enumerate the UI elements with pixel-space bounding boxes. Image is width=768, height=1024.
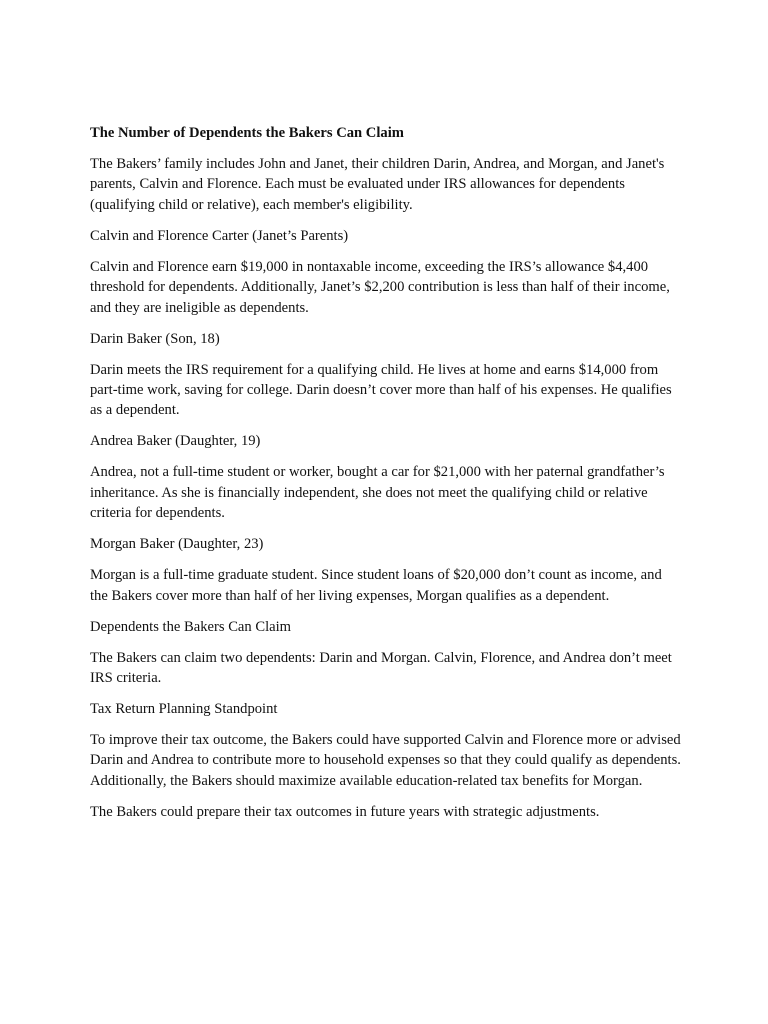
section-heading-dependents: Dependents the Bakers Can Claim — [90, 618, 292, 635]
closing-paragraph: The Bakers could prepare their tax outcomes in future years with strategic adjustments. — [90, 803, 600, 820]
document-body — [90, 123, 682, 833]
intro-paragraph: The Bakers’ family includes John and Janet, their children Darin, Andrea, and Morgan, and Janet's parents, Calvin and Florence. Each must be evaluated under IRS allowances for dependents (qualifying child or relative), each member's eligibility. — [90, 156, 665, 213]
document-title: The Number of Dependents the Bakers Can Claim — [90, 125, 404, 141]
section-heading-morgan: Morgan Baker (Daughter, 23) — [90, 536, 264, 553]
section-heading-darin: Darin Baker (Son, 18) — [90, 330, 220, 347]
section-heading-calvin-florence: Calvin and Florence Carter (Janet’s Parents) — [90, 227, 349, 244]
section-body-andrea: Andrea, not a full-time student or worker, bought a car for $21,000 with her paternal grandfather’s inheritance. As she is financially independent, she does not meet the qualifying child or relative criteria for dependents. — [90, 464, 665, 522]
section-heading-planning: Tax Return Planning Standpoint — [90, 701, 278, 718]
section-body-dependents: The Bakers can claim two dependents: Darin and Morgan. Calvin, Florence, and Andrea don’t meet IRS criteria. — [90, 649, 672, 687]
section-body-planning: To improve their tax outcome, the Bakers could have supported Calvin and Florence more or advised Darin and Andrea to contribute more to household expenses so that they could qualify as dependents. Additionally, the Bakers should maximize available education-related tax benefits for Morgan. — [90, 732, 681, 789]
section-body-calvin-florence: Calvin and Florence earn $19,000 in nontaxable income, exceeding the IRS’s allowance $4,400 threshold for dependents. Additionally, Janet’s $2,200 contribution is less than half of their income, and they are ineligible as dependents. — [90, 258, 670, 316]
section-body-darin: Darin meets the IRS requirement for a qualifying child. He lives at home and earns $14,000 from part-time work, saving for college. Darin doesn’t cover more than half of his expenses. He qualifies as a dependent. — [90, 361, 672, 419]
section-body-morgan: Morgan is a full-time graduate student. Since student loans of $20,000 don’t count as income, and the Bakers cover more than half of her living expenses, Morgan qualifies as a dependent. — [90, 567, 662, 604]
section-heading-andrea: Andrea Baker (Daughter, 19) — [90, 433, 261, 450]
